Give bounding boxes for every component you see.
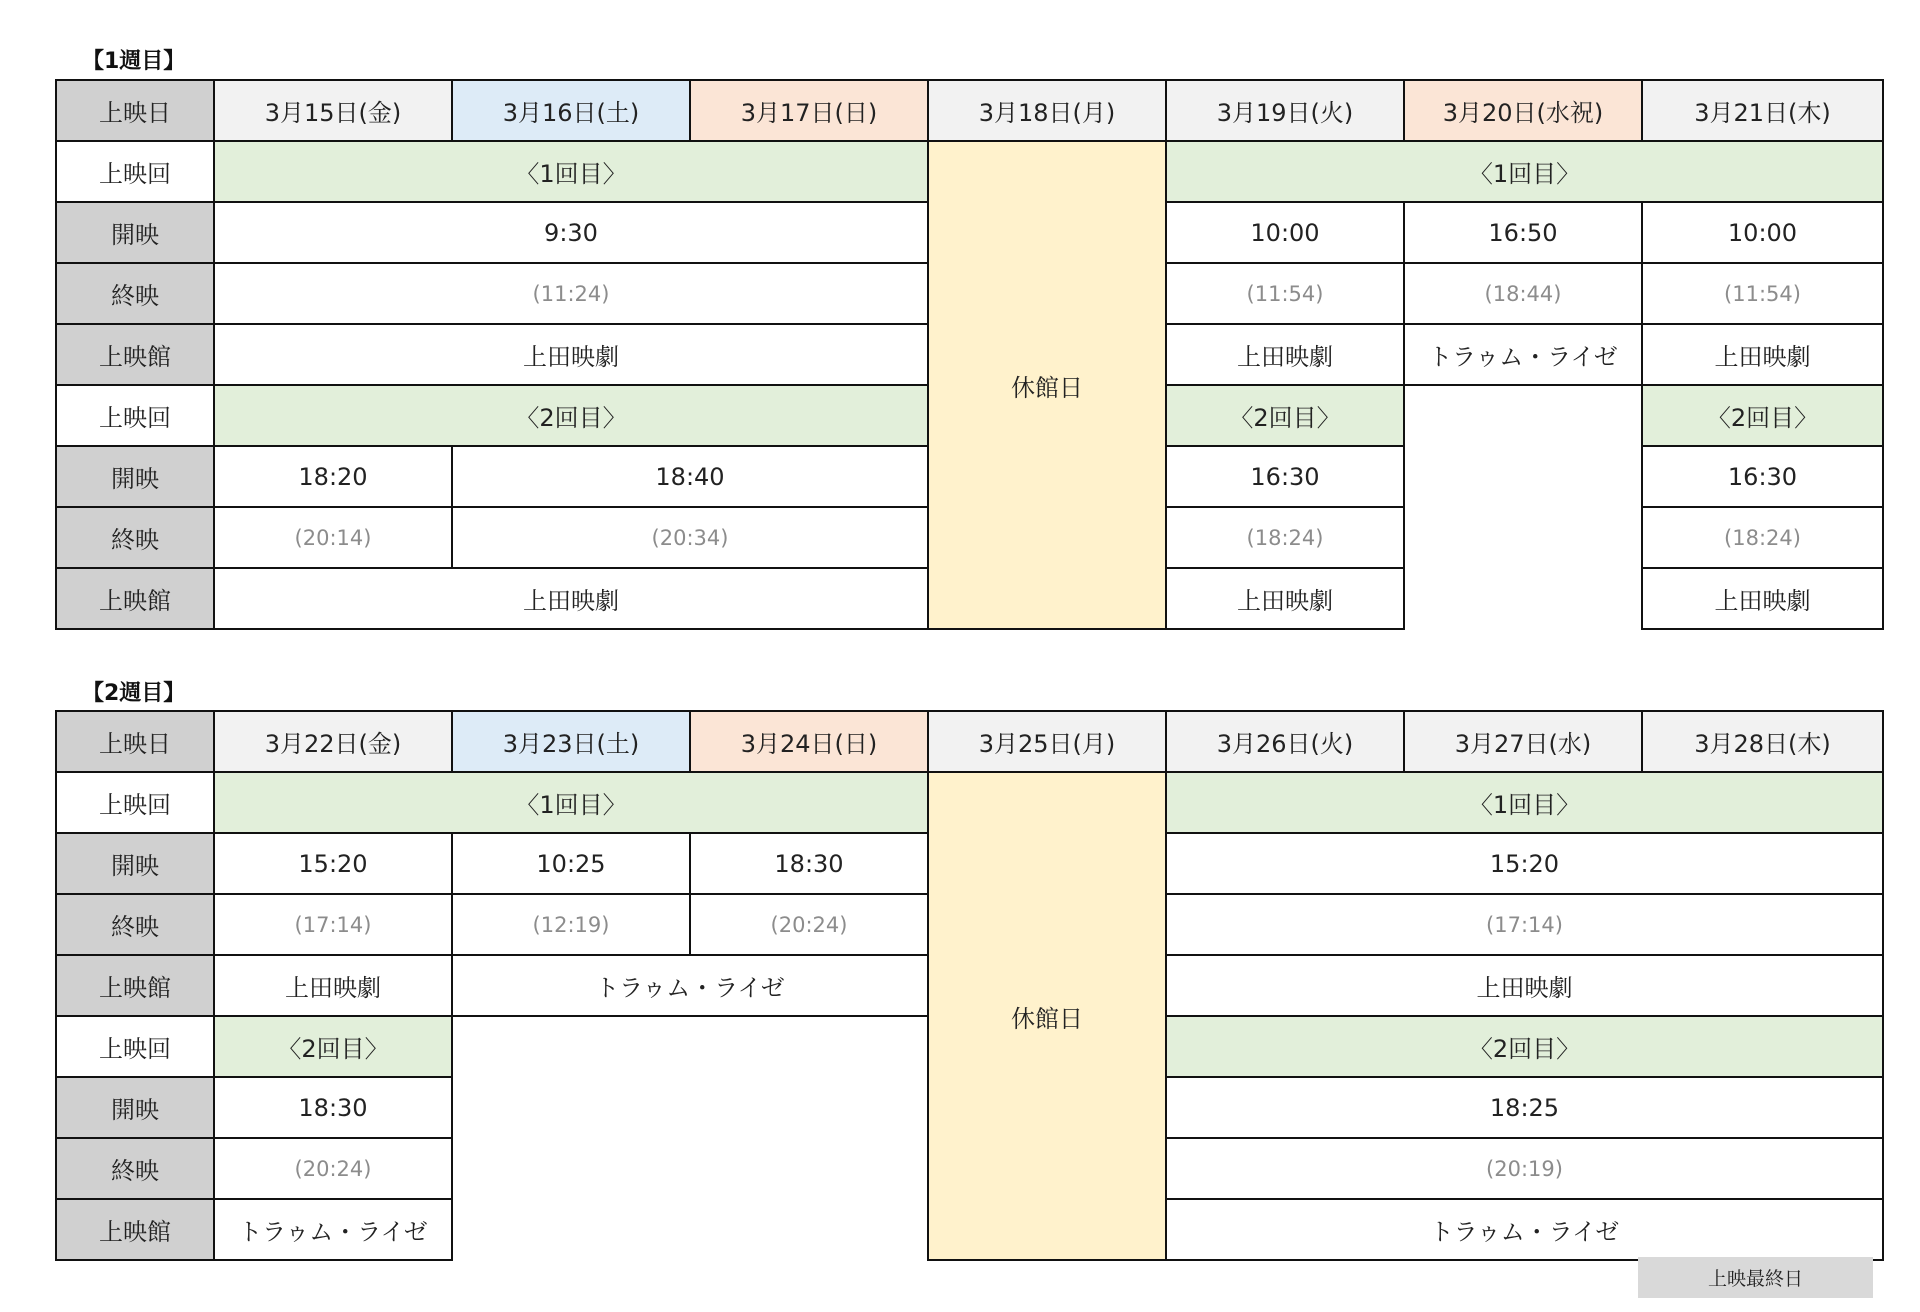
venue: 上田映劇	[213, 323, 929, 386]
date-header: 3月19日(火)	[1165, 79, 1405, 142]
end-time: (20:24)	[213, 1137, 453, 1200]
row-label-end: 終映	[55, 262, 215, 325]
row-label-start: 開映	[55, 201, 215, 264]
end-time: (20:19)	[1165, 1137, 1884, 1200]
row-label-end: 終映	[55, 893, 215, 956]
date-header: 3月27日(水)	[1403, 710, 1643, 773]
start-time: 16:50	[1403, 201, 1643, 264]
row-label-venue: 上映館	[55, 323, 215, 386]
start-time: 10:00	[1641, 201, 1884, 264]
venue: トラゥム・ライゼ	[1165, 1198, 1884, 1261]
end-time: (18:24)	[1641, 506, 1884, 569]
venue: トラゥム・ライゼ	[1403, 323, 1643, 386]
date-header: 3月18日(月)	[927, 79, 1167, 142]
start-time: 9:30	[213, 201, 929, 264]
venue: 上田映劇	[1641, 567, 1884, 630]
end-time: (18:24)	[1165, 506, 1405, 569]
date-header: 3月22日(金)	[213, 710, 453, 773]
row-label-date: 上映日	[55, 710, 215, 773]
row-label-venue: 上映館	[55, 567, 215, 630]
last-day-legend: 上映最終日	[1638, 1257, 1873, 1298]
week2-title: 【2週目】	[82, 681, 186, 706]
date-header-sunday: 3月24日(日)	[689, 710, 929, 773]
showing-label: 〈1回目〉	[213, 140, 929, 203]
showing-label: 〈2回目〉	[213, 384, 929, 447]
end-time: (17:14)	[1165, 893, 1884, 956]
row-label-end: 終映	[55, 506, 215, 569]
start-time: 18:20	[213, 445, 453, 508]
venue: トラゥム・ライゼ	[451, 954, 929, 1017]
end-time: (11:54)	[1641, 262, 1884, 325]
row-label-start: 開映	[55, 1076, 215, 1139]
venue: 上田映劇	[1165, 567, 1405, 630]
date-header: 3月15日(金)	[213, 79, 453, 142]
end-time: (18:44)	[1403, 262, 1643, 325]
row-label-showing: 上映回	[55, 771, 215, 834]
start-time: 10:00	[1165, 201, 1405, 264]
showing-label: 〈2回目〉	[1165, 384, 1405, 447]
end-time: (11:54)	[1165, 262, 1405, 325]
week1-title: 【1週目】	[82, 49, 186, 74]
showing-label: 〈2回目〉	[1165, 1015, 1884, 1078]
date-header: 3月28日(木)	[1641, 710, 1884, 773]
closed-day: 休館日	[927, 140, 1167, 630]
venue: 上田映劇	[213, 567, 929, 630]
closed-day: 休館日	[927, 771, 1167, 1261]
end-time: (20:24)	[689, 893, 929, 956]
showing-label: 〈1回目〉	[1165, 771, 1884, 834]
date-header-sunday: 3月17日(日)	[689, 79, 929, 142]
start-time: 18:30	[689, 832, 929, 895]
start-time: 18:40	[451, 445, 929, 508]
date-header: 3月21日(木)	[1641, 79, 1884, 142]
start-time: 18:25	[1165, 1076, 1884, 1139]
showing-label: 〈1回目〉	[213, 771, 929, 834]
date-header: 3月25日(月)	[927, 710, 1167, 773]
end-time: (20:14)	[213, 506, 453, 569]
venue: 上田映劇	[1165, 954, 1884, 1017]
venue: トラゥム・ライゼ	[213, 1198, 453, 1261]
start-time: 10:25	[451, 832, 691, 895]
end-time: (12:19)	[451, 893, 691, 956]
row-label-end: 終映	[55, 1137, 215, 1200]
date-header-holiday: 3月20日(水祝)	[1403, 79, 1643, 142]
end-time: (11:24)	[213, 262, 929, 325]
venue: 上田映劇	[213, 954, 453, 1017]
start-time: 15:20	[1165, 832, 1884, 895]
start-time: 18:30	[213, 1076, 453, 1139]
venue: 上田映劇	[1165, 323, 1405, 386]
row-label-venue: 上映館	[55, 1198, 215, 1261]
row-label-showing: 上映回	[55, 140, 215, 203]
date-header-saturday: 3月16日(土)	[451, 79, 691, 142]
start-time: 16:30	[1641, 445, 1884, 508]
row-label-start: 開映	[55, 832, 215, 895]
start-time: 16:30	[1165, 445, 1405, 508]
venue: 上田映劇	[1641, 323, 1884, 386]
showing-label: 〈2回目〉	[213, 1015, 453, 1078]
row-label-start: 開映	[55, 445, 215, 508]
start-time: 15:20	[213, 832, 453, 895]
row-label-date: 上映日	[55, 79, 215, 142]
row-label-showing: 上映回	[55, 1015, 215, 1078]
end-time: (20:34)	[451, 506, 929, 569]
showing-label: 〈2回目〉	[1641, 384, 1884, 447]
row-label-venue: 上映館	[55, 954, 215, 1017]
row-label-showing: 上映回	[55, 384, 215, 447]
end-time: (17:14)	[213, 893, 453, 956]
date-header-saturday: 3月23日(土)	[451, 710, 691, 773]
showing-label: 〈1回目〉	[1165, 140, 1884, 203]
date-header: 3月26日(火)	[1165, 710, 1405, 773]
